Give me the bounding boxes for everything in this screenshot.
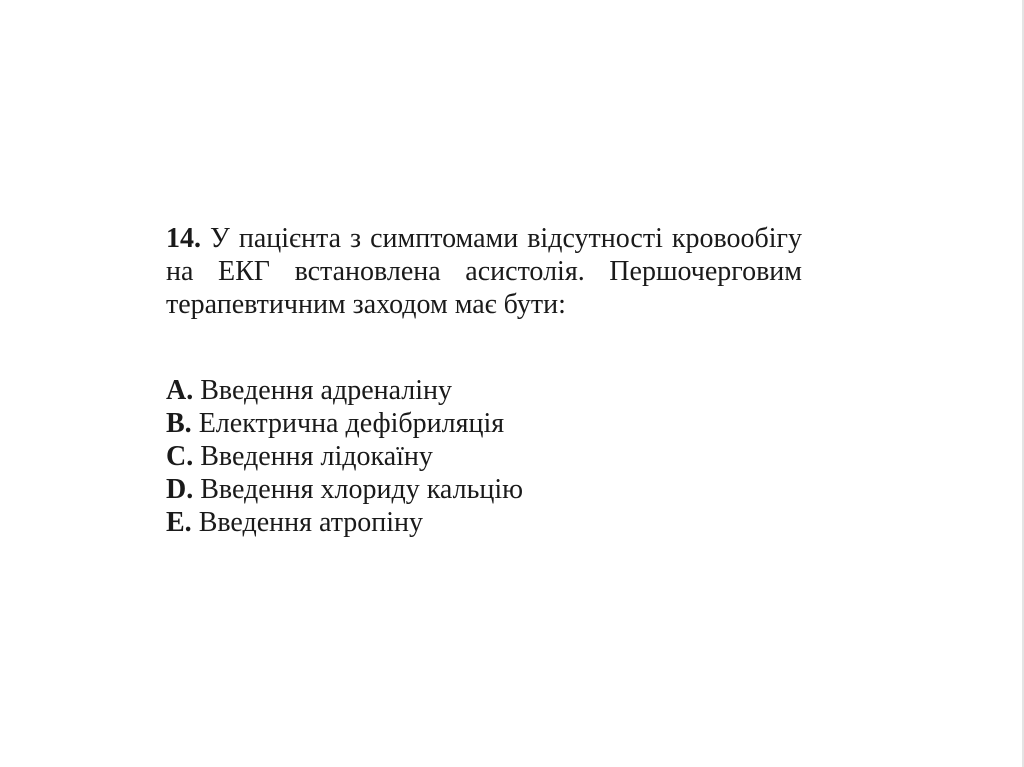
option-a bbox=[166, 374, 802, 407]
option-text: Електрична дефібриляція bbox=[198, 408, 505, 439]
option-text: Введення атропіну bbox=[198, 507, 424, 538]
question-text: У пацієнта з симптомами відсутності кровообігу на ЕКГ встановлена асистолія. Першочерговим терапевтичним заходом має бути: bbox=[166, 223, 803, 320]
option-text: Введення лідокаїну bbox=[200, 441, 433, 472]
option-c bbox=[166, 440, 802, 473]
option-e bbox=[166, 506, 802, 539]
option-letter: A. bbox=[166, 375, 194, 406]
option-d bbox=[166, 473, 802, 506]
option-letter: D. bbox=[166, 474, 194, 505]
option-text: Введення адреналіну bbox=[200, 375, 453, 406]
question-number: 14. bbox=[166, 223, 201, 254]
question-block bbox=[166, 222, 803, 538]
answer-options bbox=[166, 374, 802, 539]
option-b bbox=[166, 407, 802, 440]
option-text: Введення хлориду кальцію bbox=[200, 474, 524, 505]
option-letter: B. bbox=[166, 408, 192, 439]
question-stem bbox=[166, 222, 802, 321]
option-letter: C. bbox=[166, 441, 194, 472]
option-letter: E. bbox=[166, 507, 192, 538]
